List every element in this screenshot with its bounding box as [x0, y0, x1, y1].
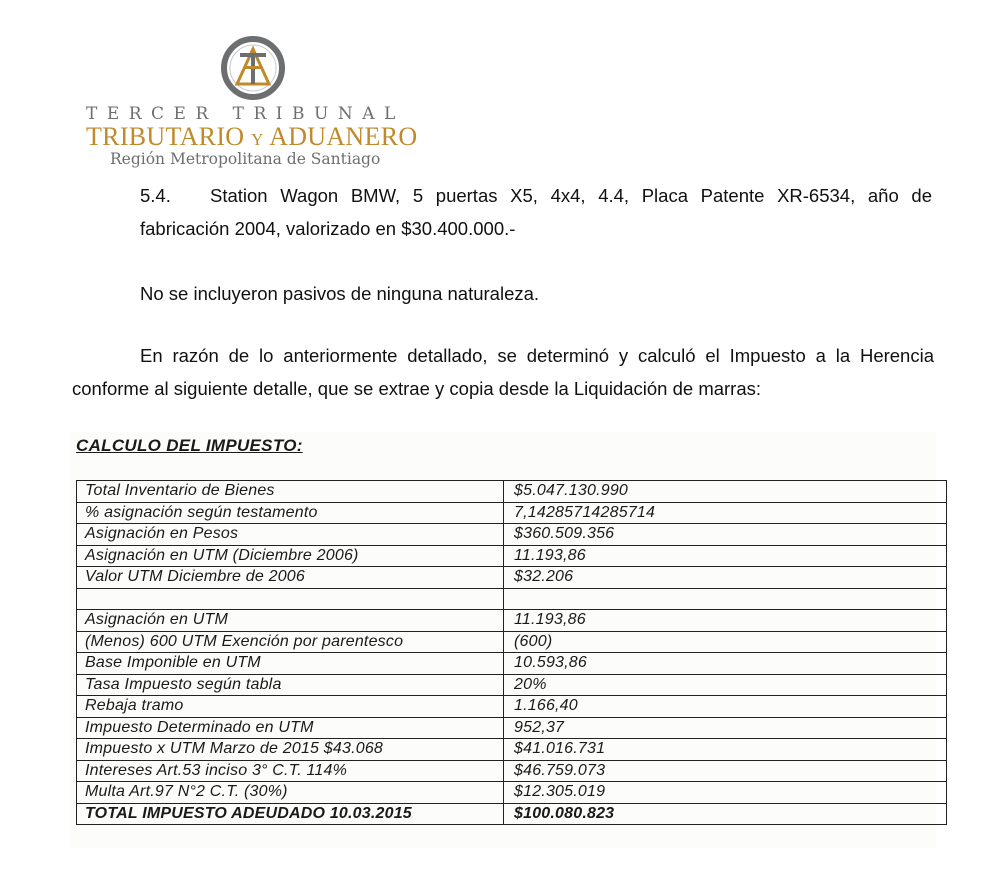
row-value: $5.047.130.990	[504, 481, 947, 503]
item-5-4-paragraph	[140, 179, 932, 245]
table-row	[77, 524, 947, 546]
row-label: TOTAL IMPUESTO ADEUDADO 10.03.2015	[77, 803, 504, 825]
item-text-line-1: Station Wagon BMW, 5 puertas X5, 4x4, 4.4, Placa Patente XR-6534, año de	[210, 185, 932, 206]
row-value: 952,37	[504, 717, 947, 739]
row-label: Impuesto Determinado en UTM	[77, 717, 504, 739]
tta-logo-icon	[218, 36, 288, 100]
row-value: $32.206	[504, 567, 947, 589]
table-row	[77, 631, 947, 653]
row-value: $100.080.823	[504, 803, 947, 825]
calc-title: CALCULO DEL IMPUESTO:	[76, 436, 303, 455]
row-label: Total Inventario de Bienes	[77, 481, 504, 503]
letterhead-line-2	[86, 122, 431, 152]
table-row	[77, 782, 947, 804]
row-label: Rebaja tramo	[77, 696, 504, 718]
row-label: % asignación según testamento	[77, 502, 504, 524]
row-value: 10.593,86	[504, 653, 947, 675]
table-row	[77, 502, 947, 524]
table-row	[77, 653, 947, 675]
row-value: 7,14285714285714	[504, 502, 947, 524]
table-row	[77, 674, 947, 696]
row-value: $41.016.731	[504, 739, 947, 761]
row-label	[77, 588, 504, 610]
tribunal-letterhead	[86, 34, 426, 174]
calc-table	[76, 480, 947, 825]
row-value: 11.193,86	[504, 545, 947, 567]
row-value	[504, 588, 947, 610]
item-5-4-line-1	[140, 179, 932, 212]
row-label: Asignación en UTM (Diciembre 2006)	[77, 545, 504, 567]
row-label: Impuesto x UTM Marzo de 2015 $43.068	[77, 739, 504, 761]
letterhead-y: Y	[251, 130, 264, 149]
row-value: 11.193,86	[504, 610, 947, 632]
letterhead-aduanero: ADUANERO	[269, 122, 418, 151]
row-label: Asignación en UTM	[77, 610, 504, 632]
no-pasivos-paragraph: No se incluyeron pasivos de ninguna naturaleza.	[140, 283, 540, 304]
razon-line-2: conforme al siguiente detalle, que se extrae y copia desde la Liquidación de marras:	[72, 378, 762, 399]
item-text-line-2: fabricación 2004, valorizado en $30.400.000.-	[140, 218, 516, 239]
row-value: $12.305.019	[504, 782, 947, 804]
row-value: $46.759.073	[504, 760, 947, 782]
letterhead-tributario: TRIBUTARIO	[86, 122, 245, 151]
table-row	[77, 545, 947, 567]
table-row	[77, 739, 947, 761]
row-value: 1.166,40	[504, 696, 947, 718]
row-label: (Menos) 600 UTM Exención por parentesco	[77, 631, 504, 653]
table-row	[77, 588, 947, 610]
row-label: Valor UTM Diciembre de 2006	[77, 567, 504, 589]
item-number: 5.4.	[140, 185, 171, 206]
row-label: Multa Art.97 N°2 C.T. (30%)	[77, 782, 504, 804]
table-row	[77, 481, 947, 503]
row-value: 20%	[504, 674, 947, 696]
calculo-impuesto-scan	[70, 432, 936, 848]
table-row	[77, 803, 947, 825]
table-row	[77, 760, 947, 782]
razon-paragraph	[72, 339, 934, 405]
row-value: $360.509.356	[504, 524, 947, 546]
row-label: Tasa Impuesto según tabla	[77, 674, 504, 696]
table-row	[77, 717, 947, 739]
row-label: Intereses Art.53 inciso 3° C.T. 114%	[77, 760, 504, 782]
row-label: Base Imponible en UTM	[77, 653, 504, 675]
table-row	[77, 567, 947, 589]
row-label: Asignación en Pesos	[77, 524, 504, 546]
letterhead-region: Región Metropolitana de Santiago	[110, 150, 381, 168]
razon-line-1: En razón de lo anteriormente detallado, se determinó y calculó el Impuesto a la Herencia	[140, 345, 934, 366]
letterhead-line-1: TERCER TRIBUNAL	[86, 104, 405, 124]
row-value: (600)	[504, 631, 947, 653]
table-row	[77, 610, 947, 632]
table-row	[77, 696, 947, 718]
